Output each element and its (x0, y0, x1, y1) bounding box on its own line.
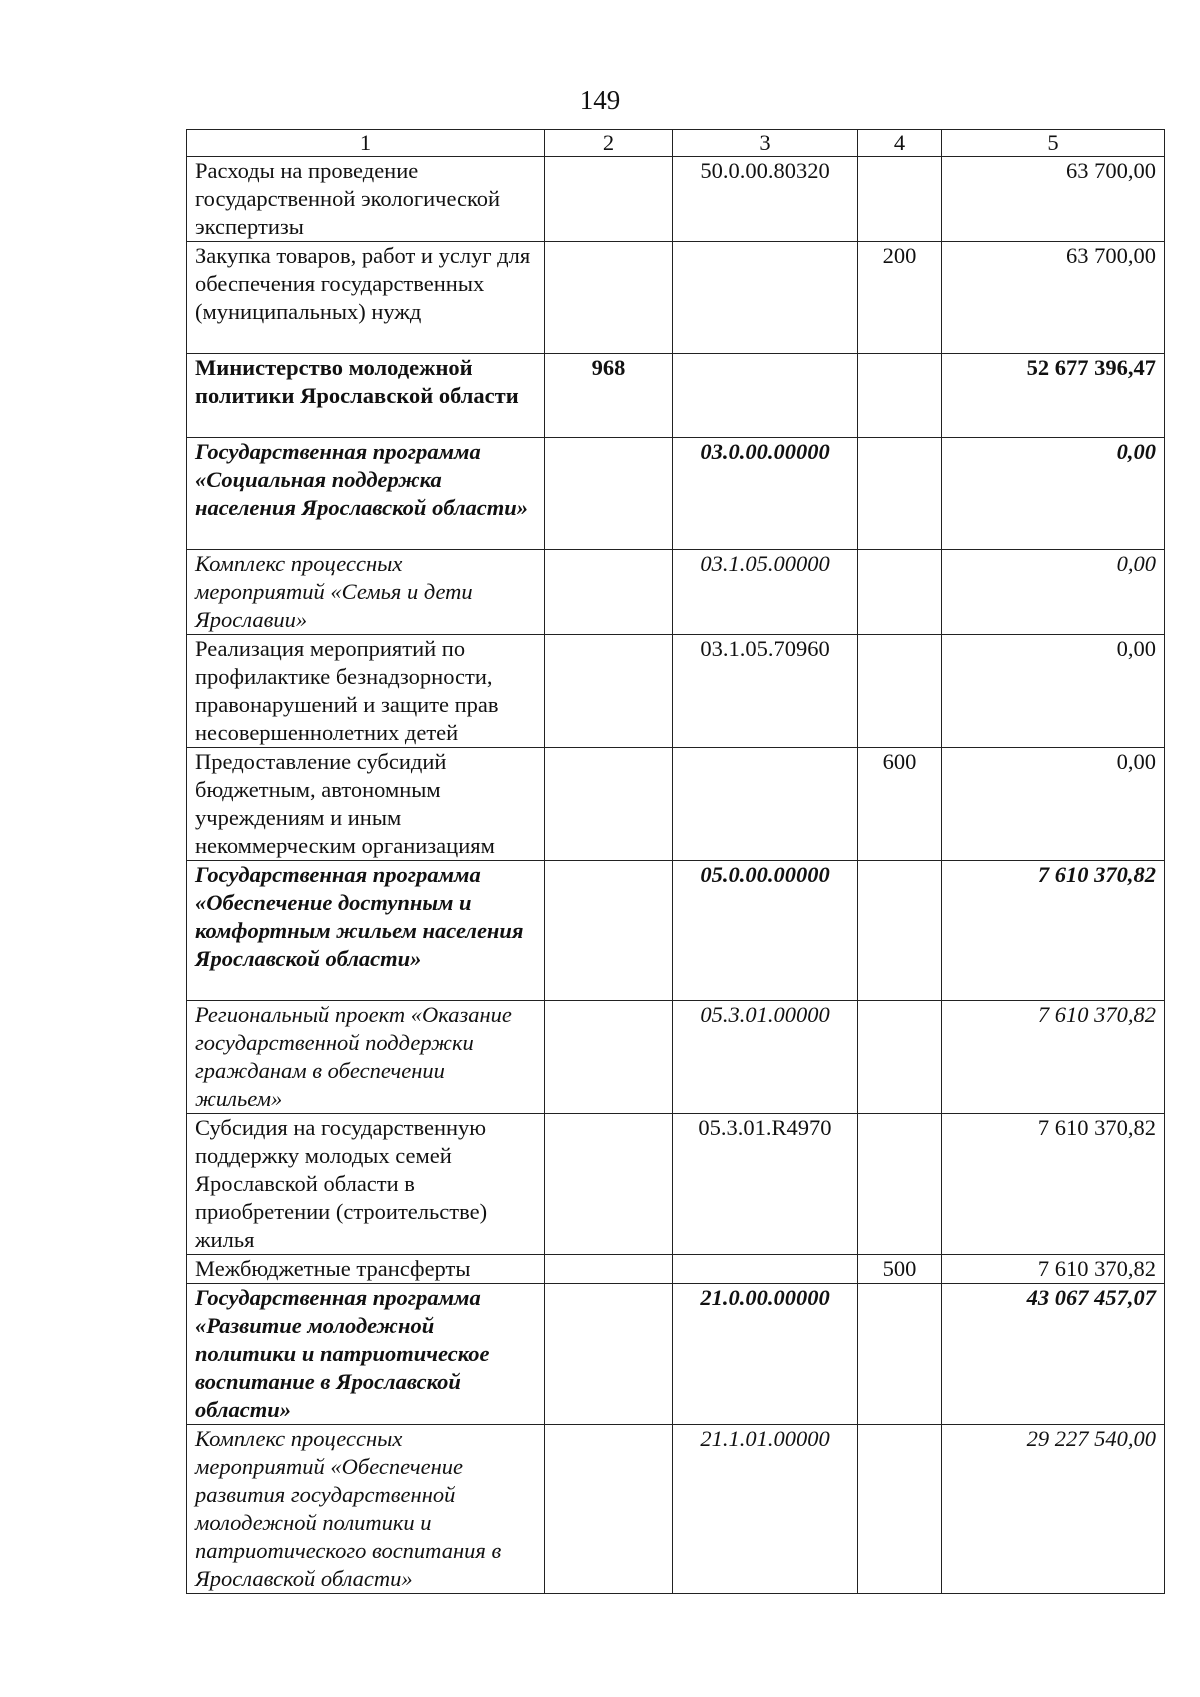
row-name: Комплекс процессных мероприятий «Обеспечение развития государственной молодежной политики и патриотического воспитания в Ярославской области» (187, 1425, 545, 1594)
column-header: 1 (187, 130, 545, 157)
row-ministry: 968 (545, 354, 673, 438)
row-amount: 0,00 (942, 438, 1165, 550)
row-code: 03.1.05.70960 (673, 635, 858, 748)
row-type: 200 (858, 242, 942, 354)
row-name: Реализация мероприятий по профилактике безнадзорности, правонарушений и защите прав несовершеннолетних детей (187, 635, 545, 748)
row-type (858, 1284, 942, 1425)
row-name: Региональный проект «Оказание государственной поддержки гражданам в обеспечении жильем» (187, 1001, 545, 1114)
row-type (858, 861, 942, 1001)
row-amount: 63 700,00 (942, 157, 1165, 242)
row-ministry (545, 748, 673, 861)
table-row (187, 861, 1165, 1001)
row-amount: 7 610 370,82 (942, 1001, 1165, 1114)
row-ministry (545, 438, 673, 550)
row-ministry (545, 242, 673, 354)
row-type (858, 550, 942, 635)
row-code: 05.3.01.00000 (673, 1001, 858, 1114)
row-name: Расходы на проведение государственной экологической экспертизы (187, 157, 545, 242)
row-type: 500 (858, 1255, 942, 1284)
page-number: 149 (579, 85, 621, 115)
row-ministry (545, 1114, 673, 1255)
row-name: Министерство молодежной политики Ярославской области (187, 354, 545, 438)
row-amount: 0,00 (942, 748, 1165, 861)
row-name: Межбюджетные трансферты (187, 1255, 545, 1284)
row-ministry (545, 1284, 673, 1425)
table-row (187, 1255, 1165, 1284)
row-ministry (545, 635, 673, 748)
row-ministry (545, 1425, 673, 1594)
row-name: Закупка товаров, работ и услуг для обеспечения государственных (муниципальных) нужд (187, 242, 545, 354)
row-amount: 52 677 396,47 (942, 354, 1165, 438)
row-amount: 29 227 540,00 (942, 1425, 1165, 1594)
row-code (673, 242, 858, 354)
row-type (858, 1001, 942, 1114)
table-row (187, 242, 1165, 354)
row-type (858, 635, 942, 748)
row-name: Государственная программа «Обеспечение доступным и комфортным жильем населения Ярославской области» (187, 861, 545, 1001)
row-name: Комплекс процессных мероприятий «Семья и дети Ярославии» (187, 550, 545, 635)
row-name: Государственная программа «Социальная поддержка населения Ярославской области» (187, 438, 545, 550)
row-amount: 7 610 370,82 (942, 1114, 1165, 1255)
row-type (858, 157, 942, 242)
row-type (858, 1425, 942, 1594)
row-amount: 63 700,00 (942, 242, 1165, 354)
row-code: 21.0.00.00000 (673, 1284, 858, 1425)
row-ministry (545, 861, 673, 1001)
row-code: 03.0.00.00000 (673, 438, 858, 550)
row-code: 50.0.00.80320 (673, 157, 858, 242)
row-code: 21.1.01.00000 (673, 1425, 858, 1594)
row-amount: 0,00 (942, 635, 1165, 748)
row-code (673, 354, 858, 438)
row-ministry (545, 550, 673, 635)
table-row (187, 1001, 1165, 1114)
column-header: 5 (942, 130, 1165, 157)
budget-table (186, 129, 1165, 1594)
table-row (187, 354, 1165, 438)
row-name: Субсидия на государственную поддержку молодых семей Ярославской области в приобретении (строительстве) жилья (187, 1114, 545, 1255)
row-amount: 7 610 370,82 (942, 861, 1165, 1001)
column-header: 4 (858, 130, 942, 157)
table-row (187, 438, 1165, 550)
row-amount: 7 610 370,82 (942, 1255, 1165, 1284)
table-row (187, 1425, 1165, 1594)
column-header: 3 (673, 130, 858, 157)
table-row (187, 1284, 1165, 1425)
row-type (858, 354, 942, 438)
row-code (673, 748, 858, 861)
row-ministry (545, 1255, 673, 1284)
row-type (858, 1114, 942, 1255)
row-ministry (545, 157, 673, 242)
row-amount: 43 067 457,07 (942, 1284, 1165, 1425)
table-row (187, 1114, 1165, 1255)
row-code: 03.1.05.00000 (673, 550, 858, 635)
table-row (187, 635, 1165, 748)
table-header-row (187, 130, 1165, 157)
row-code (673, 1255, 858, 1284)
table-row (187, 550, 1165, 635)
row-name: Предоставление субсидий бюджетным, автономным учреждениям и иным некоммерческим организациям (187, 748, 545, 861)
row-code: 05.3.01.R4970 (673, 1114, 858, 1255)
row-name: Государственная программа «Развитие молодежной политики и патриотическое воспитание в Ярославской области» (187, 1284, 545, 1425)
row-code: 05.0.00.00000 (673, 861, 858, 1001)
row-ministry (545, 1001, 673, 1114)
row-type: 600 (858, 748, 942, 861)
column-header: 2 (545, 130, 673, 157)
table-row (187, 157, 1165, 242)
table-row (187, 748, 1165, 861)
row-type (858, 438, 942, 550)
row-amount: 0,00 (942, 550, 1165, 635)
